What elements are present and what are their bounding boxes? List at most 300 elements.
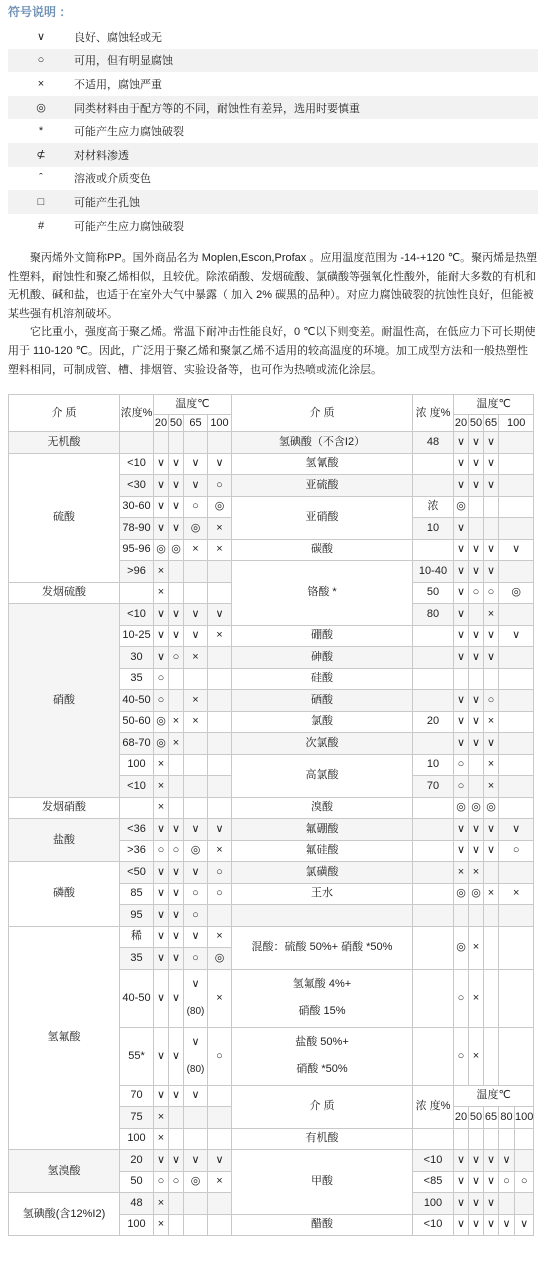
- rating-cell: ∨: [154, 647, 169, 669]
- legend-item: [8, 49, 538, 73]
- medium-name: 亚硝酸: [232, 496, 413, 539]
- rating-cell: ∨: [454, 1193, 469, 1215]
- conc-cell: 30-60: [120, 496, 154, 518]
- rating-cell: ∨: [184, 475, 208, 497]
- header-conc: 浓 度%: [413, 395, 454, 432]
- rating-cell: [208, 1107, 232, 1129]
- table-row: [9, 797, 534, 819]
- rating-cell: ∨: [154, 969, 169, 1027]
- rating-cell: ◎: [454, 883, 469, 905]
- conc-cell: >36: [120, 840, 154, 862]
- rating-cell: ○: [469, 582, 484, 604]
- rating-cell: ∨: [169, 969, 184, 1027]
- rating-cell: ∨: [184, 453, 208, 475]
- rating-cell: ∨: [154, 453, 169, 475]
- rating-cell: [169, 690, 184, 712]
- rating-cell: ∨: [469, 1193, 484, 1215]
- rating-cell: ×: [469, 1027, 484, 1085]
- rating-cell: ∨: [208, 604, 232, 626]
- rating-cell: [208, 1214, 232, 1236]
- rating-cell: ∨: [454, 582, 469, 604]
- rating-cell: ∨: [154, 948, 169, 970]
- rating-cell: ∨: [169, 625, 184, 647]
- table-cell: [413, 1128, 454, 1150]
- rating-cell: ×: [154, 1214, 169, 1236]
- legend-item: [8, 143, 538, 167]
- rating-cell: ∨: [469, 840, 484, 862]
- rating-cell: ∨: [454, 819, 469, 841]
- conc-cell: [413, 668, 454, 690]
- rating-cell: ×: [154, 797, 169, 819]
- conc-cell: >96: [120, 561, 154, 583]
- legend-symbol: #: [37, 219, 45, 232]
- header-temp-value: 50: [469, 1107, 484, 1129]
- rating-cell: ∨ (80): [184, 1027, 208, 1085]
- conc-cell: 100: [120, 1214, 154, 1236]
- table-cell: [499, 969, 534, 1027]
- rating-cell: ∨: [154, 862, 169, 884]
- rating-cell: ×: [154, 1107, 169, 1129]
- rating-cell: ∨: [454, 1214, 469, 1236]
- rating-cell: ×: [154, 1128, 169, 1150]
- legend: [8, 25, 538, 237]
- rating-cell: ∨: [499, 1214, 515, 1236]
- rating-cell: [208, 797, 232, 819]
- rating-cell: ×: [484, 754, 499, 776]
- rating-cell: ∨: [469, 733, 484, 755]
- rating-cell: ∨: [484, 733, 499, 755]
- rating-cell: ∨: [469, 432, 484, 454]
- rating-cell: [484, 905, 499, 927]
- rating-cell: ∨: [208, 1150, 232, 1172]
- rating-cell: ◎: [169, 539, 184, 561]
- rating-cell: [469, 668, 484, 690]
- conc-cell: <50: [120, 862, 154, 884]
- legend-text: 可能产生应力腐蚀破裂: [74, 126, 184, 139]
- rating-cell: ○: [154, 1171, 169, 1193]
- medium-name: 铬酸 *: [232, 561, 413, 626]
- rating-cell: ∨: [454, 518, 469, 540]
- rating-cell: [184, 1128, 208, 1150]
- legend-text: 可能产生应力腐蚀破裂: [74, 220, 184, 233]
- rating-cell: ∨: [454, 453, 469, 475]
- conc-cell: 70: [120, 1085, 154, 1107]
- rating-cell: ∨: [169, 1150, 184, 1172]
- rating-cell: ∨: [499, 625, 534, 647]
- rating-cell: ○: [484, 582, 499, 604]
- conc-cell: 48: [413, 432, 454, 454]
- legend-symbol: ⊄: [36, 149, 46, 162]
- rating-cell: ×: [154, 1193, 169, 1215]
- table-cell: [413, 1027, 454, 1085]
- rating-cell: [169, 668, 184, 690]
- medium-name: 氯酸: [232, 711, 413, 733]
- table-row: [9, 862, 534, 884]
- rating-cell: ◎: [499, 582, 534, 604]
- rating-cell: ∨: [169, 905, 184, 927]
- rating-cell: [208, 561, 232, 583]
- rating-cell: ×: [208, 518, 232, 540]
- medium-name: 混酸：硫酸 50%+ 硝酸 *50%: [232, 926, 413, 969]
- rating-cell: ∨: [184, 1085, 208, 1107]
- rating-cell: ○: [154, 840, 169, 862]
- rating-cell: ∨: [454, 625, 469, 647]
- rating-cell: ○: [208, 883, 232, 905]
- header-temp-value: 50: [169, 415, 184, 432]
- legend-symbol: *: [38, 125, 44, 138]
- conc-cell: 95: [120, 905, 154, 927]
- rating-cell: ∨: [184, 604, 208, 626]
- conc-cell: 78-90: [120, 518, 154, 540]
- conc-cell: [413, 840, 454, 862]
- rating-cell: ∨: [484, 840, 499, 862]
- rating-cell: ○: [184, 496, 208, 518]
- conc-cell: 稀: [120, 926, 154, 948]
- medium-name: 氢氟酸 4%+ 硝酸 15%: [232, 969, 413, 1027]
- medium-name: 氢氟酸: [9, 926, 120, 1150]
- conc-cell: 40-50: [120, 690, 154, 712]
- medium-name: 醋酸: [232, 1214, 413, 1236]
- header-temp-value: 65: [484, 1107, 499, 1129]
- rating-cell: [469, 905, 484, 927]
- rating-cell: [184, 561, 208, 583]
- medium-name: 氟硼酸: [232, 819, 413, 841]
- table-row: [9, 819, 534, 841]
- rating-cell: [169, 1214, 184, 1236]
- rating-cell: ∨: [154, 475, 169, 497]
- rating-cell: ∨: [454, 432, 469, 454]
- rating-cell: ∨: [484, 819, 499, 841]
- conc-cell: [413, 539, 454, 561]
- legend-item: [8, 96, 538, 120]
- rating-cell: [208, 1085, 232, 1107]
- conc-cell: 75: [120, 1107, 154, 1129]
- conc-cell: <10: [413, 1214, 454, 1236]
- rating-cell: ∨: [469, 647, 484, 669]
- conc-cell: [120, 797, 154, 819]
- conc-cell: [413, 647, 454, 669]
- conc-cell: <30: [120, 475, 154, 497]
- rating-cell: [169, 797, 184, 819]
- rating-cell: ∨: [484, 475, 499, 497]
- rating-cell: ○: [208, 1027, 232, 1085]
- table-cell: [484, 1027, 499, 1085]
- legend-symbol: □: [37, 195, 45, 208]
- rating-cell: ×: [208, 1171, 232, 1193]
- rating-cell: ×: [208, 926, 232, 948]
- medium-name: [232, 905, 413, 927]
- conc-cell: 50: [120, 1171, 154, 1193]
- rating-cell: ∨: [454, 690, 469, 712]
- conc-cell: 80: [413, 604, 454, 626]
- rating-cell: [515, 1193, 534, 1215]
- rating-cell: [169, 776, 184, 798]
- rating-cell: ◎: [484, 797, 499, 819]
- rating-cell: ∨: [169, 604, 184, 626]
- rating-cell: [208, 432, 232, 454]
- rating-cell: [169, 561, 184, 583]
- rating-cell: ×: [154, 582, 169, 604]
- rating-cell: ×: [154, 754, 169, 776]
- conc-cell: 10-40: [413, 561, 454, 583]
- rating-cell: ∨: [499, 539, 534, 561]
- conc-cell: 100: [120, 754, 154, 776]
- intro-text: [8, 249, 538, 379]
- rating-cell: ∨: [208, 819, 232, 841]
- conc-cell: [413, 883, 454, 905]
- rating-cell: [499, 797, 534, 819]
- rating-cell: [184, 432, 208, 454]
- rating-cell: ∨: [484, 539, 499, 561]
- conc-cell: 50-60: [120, 711, 154, 733]
- rating-cell: ×: [208, 539, 232, 561]
- rating-cell: ∨: [454, 475, 469, 497]
- rating-cell: ○: [184, 905, 208, 927]
- rating-cell: ∨: [454, 539, 469, 561]
- rating-cell: ∨: [184, 862, 208, 884]
- rating-cell: [184, 1193, 208, 1215]
- table-cell: [413, 969, 454, 1027]
- legend-title: 符号说明 ：: [8, 5, 72, 19]
- conc-cell: 55*: [120, 1027, 154, 1085]
- corrosion-table: [8, 394, 534, 1236]
- rating-cell: ∨: [454, 1150, 469, 1172]
- rating-cell: ∨: [484, 561, 499, 583]
- rating-cell: [499, 711, 534, 733]
- table-cell: [484, 1128, 499, 1150]
- table-cell: [499, 926, 534, 969]
- header-temp-value: 65: [484, 415, 499, 432]
- medium-name: 硅酸: [232, 668, 413, 690]
- rating-cell: [499, 496, 534, 518]
- legend-item: [8, 214, 538, 238]
- rating-cell: ∨: [154, 625, 169, 647]
- medium-name: 氢碘酸(含12%I2): [9, 1193, 120, 1236]
- rating-cell: ×: [484, 711, 499, 733]
- conc-cell: <10: [120, 453, 154, 475]
- rating-cell: ∨: [169, 926, 184, 948]
- header-conc: 浓度%: [120, 395, 154, 432]
- rating-cell: ∨: [184, 926, 208, 948]
- rating-cell: ×: [154, 561, 169, 583]
- medium-name: 氟硅酸: [232, 840, 413, 862]
- conc-cell: <85: [413, 1171, 454, 1193]
- rating-cell: ×: [484, 604, 499, 626]
- legend-symbol: ˆ: [39, 172, 43, 185]
- rating-cell: ∨: [454, 711, 469, 733]
- rating-cell: ×: [184, 690, 208, 712]
- rating-cell: ∨: [169, 862, 184, 884]
- rating-cell: [499, 1193, 515, 1215]
- medium-name: 盐酸: [9, 819, 120, 862]
- rating-cell: ◎: [454, 496, 469, 518]
- conc-cell: [120, 582, 154, 604]
- header-medium: 介 质: [9, 395, 120, 432]
- rating-cell: [208, 776, 232, 798]
- rating-cell: [469, 776, 484, 798]
- rating-cell: ∨: [184, 819, 208, 841]
- rating-cell: [208, 754, 232, 776]
- section-header: 有机酸: [232, 1128, 413, 1150]
- table-cell: [484, 926, 499, 969]
- rating-cell: [184, 754, 208, 776]
- rating-cell: [184, 733, 208, 755]
- rating-cell: [154, 432, 169, 454]
- rating-cell: ×: [469, 926, 484, 969]
- rating-cell: ×: [184, 711, 208, 733]
- rating-cell: [469, 754, 484, 776]
- rating-cell: ○: [484, 690, 499, 712]
- rating-cell: [169, 582, 184, 604]
- legend-text: 溶液或介质变色: [74, 173, 151, 186]
- rating-cell: ×: [499, 883, 534, 905]
- rating-cell: [499, 475, 534, 497]
- conc-cell: [413, 819, 454, 841]
- rating-cell: ∨: [484, 625, 499, 647]
- legend-item: [8, 25, 538, 49]
- legend-text: 同类材料由于配方等的不同，耐蚀性有差异，选用时要慎重: [74, 102, 360, 115]
- rating-cell: [484, 668, 499, 690]
- conc-cell: <10: [120, 776, 154, 798]
- rating-cell: ∨: [469, 453, 484, 475]
- rating-cell: ∨: [484, 1193, 499, 1215]
- table-cell: [515, 1128, 534, 1150]
- medium-name: 砷酸: [232, 647, 413, 669]
- conc-cell: 100: [120, 1128, 154, 1150]
- conc-cell: 70: [413, 776, 454, 798]
- rating-cell: ∨: [154, 926, 169, 948]
- conc-cell: 20: [120, 1150, 154, 1172]
- legend-text: 良好、腐蚀轻或无: [74, 31, 162, 44]
- conc-cell: 浓: [413, 496, 454, 518]
- table-row: [9, 395, 534, 415]
- rating-cell: [469, 604, 484, 626]
- rating-cell: ×: [184, 647, 208, 669]
- rating-cell: ◎: [208, 948, 232, 970]
- legend-item: [8, 72, 538, 96]
- conc-cell: 48: [120, 1193, 154, 1215]
- conc-cell: [413, 733, 454, 755]
- rating-cell: ◎: [184, 840, 208, 862]
- legend-text: 可用，但有明显腐蚀: [74, 55, 173, 68]
- table-cell: [454, 1128, 469, 1150]
- rating-cell: [208, 711, 232, 733]
- rating-cell: [499, 647, 534, 669]
- rating-cell: ∨: [499, 1150, 515, 1172]
- medium-name: 王水: [232, 883, 413, 905]
- table-cell: [469, 1128, 484, 1150]
- conc-cell: [413, 475, 454, 497]
- legend-symbol: ○: [37, 54, 45, 67]
- legend-item: [8, 167, 538, 191]
- legend-symbol: ∨: [36, 31, 46, 44]
- conc-cell: [413, 862, 454, 884]
- rating-cell: [499, 604, 534, 626]
- rating-cell: [208, 733, 232, 755]
- rating-cell: ∨: [484, 647, 499, 669]
- medium-name: 硫酸: [9, 453, 120, 582]
- table-cell: [413, 926, 454, 969]
- header-temp-value: 100: [515, 1107, 534, 1129]
- conc-cell: 35: [120, 668, 154, 690]
- rating-cell: ∨: [169, 475, 184, 497]
- conc-cell: 40-50: [120, 969, 154, 1027]
- rating-cell: [184, 668, 208, 690]
- medium-name: 碳酸: [232, 539, 413, 561]
- rating-cell: ◎: [469, 797, 484, 819]
- rating-cell: ∨: [169, 453, 184, 475]
- medium-name: 氯磺酸: [232, 862, 413, 884]
- rating-cell: ∨: [169, 819, 184, 841]
- legend-text: 对材料渗透: [74, 149, 129, 162]
- conc-cell: 85: [120, 883, 154, 905]
- header-temp-value: 65: [184, 415, 208, 432]
- rating-cell: ∨: [469, 1171, 484, 1193]
- rating-cell: [484, 518, 499, 540]
- rating-cell: ∨: [469, 1150, 484, 1172]
- rating-cell: ×: [154, 776, 169, 798]
- table-row: [9, 926, 534, 948]
- intro-paragraph: 它比重小，强度高于聚乙烯。常温下耐冲击性能良好，0 ℃以下则变差。耐温性高，在低应力下可长期使用于 110-120 ℃。因此，广泛用于聚乙烯和聚氯乙烯不适用的较高温度的环境。加工成型方法和一般热塑性塑料相同，可制成管、槽、排烟管、实验设备等，也可作为热喷或流化涂层。: [8, 326, 536, 376]
- rating-cell: [515, 1150, 534, 1172]
- medium-name: 发烟硫酸: [9, 582, 120, 604]
- rating-cell: [499, 668, 534, 690]
- table-row: [9, 1150, 534, 1172]
- rating-cell: ○: [454, 969, 469, 1027]
- table-row: [9, 432, 534, 454]
- rating-cell: ∨: [469, 475, 484, 497]
- rating-cell: ○: [169, 647, 184, 669]
- rating-cell: ○: [454, 754, 469, 776]
- rating-cell: ∨: [169, 496, 184, 518]
- rating-cell: ×: [208, 840, 232, 862]
- rating-cell: ∨: [469, 561, 484, 583]
- rating-cell: ×: [169, 711, 184, 733]
- rating-cell: ∨: [154, 496, 169, 518]
- conc-cell: <10: [120, 604, 154, 626]
- rating-cell: ○: [454, 1027, 469, 1085]
- conc-cell: 35: [120, 948, 154, 970]
- rating-cell: ×: [469, 969, 484, 1027]
- rating-cell: [484, 862, 499, 884]
- rating-cell: ◎: [208, 496, 232, 518]
- rating-cell: ◎: [154, 539, 169, 561]
- rating-cell: ∨: [484, 1150, 499, 1172]
- conc-cell: [413, 625, 454, 647]
- rating-cell: ○: [208, 475, 232, 497]
- rating-cell: [184, 582, 208, 604]
- conc-cell: [413, 453, 454, 475]
- header-temp-value: 20: [454, 1107, 469, 1129]
- rating-cell: [208, 1128, 232, 1150]
- rating-cell: [499, 776, 534, 798]
- rating-cell: [499, 862, 534, 884]
- rating-cell: ∨: [484, 432, 499, 454]
- rating-cell: [169, 1193, 184, 1215]
- header-conc: 浓 度%: [413, 1085, 454, 1128]
- rating-cell: ○: [454, 776, 469, 798]
- rating-cell: ○: [169, 1171, 184, 1193]
- conc-cell: [413, 905, 454, 927]
- rating-cell: ∨: [154, 905, 169, 927]
- rating-cell: [208, 690, 232, 712]
- rating-cell: ○: [154, 668, 169, 690]
- rating-cell: ×: [469, 862, 484, 884]
- header-temp: 温度℃: [454, 1085, 534, 1107]
- conc-cell: 68-70: [120, 733, 154, 755]
- rating-cell: ∨: [154, 1085, 169, 1107]
- rating-cell: ∨: [454, 604, 469, 626]
